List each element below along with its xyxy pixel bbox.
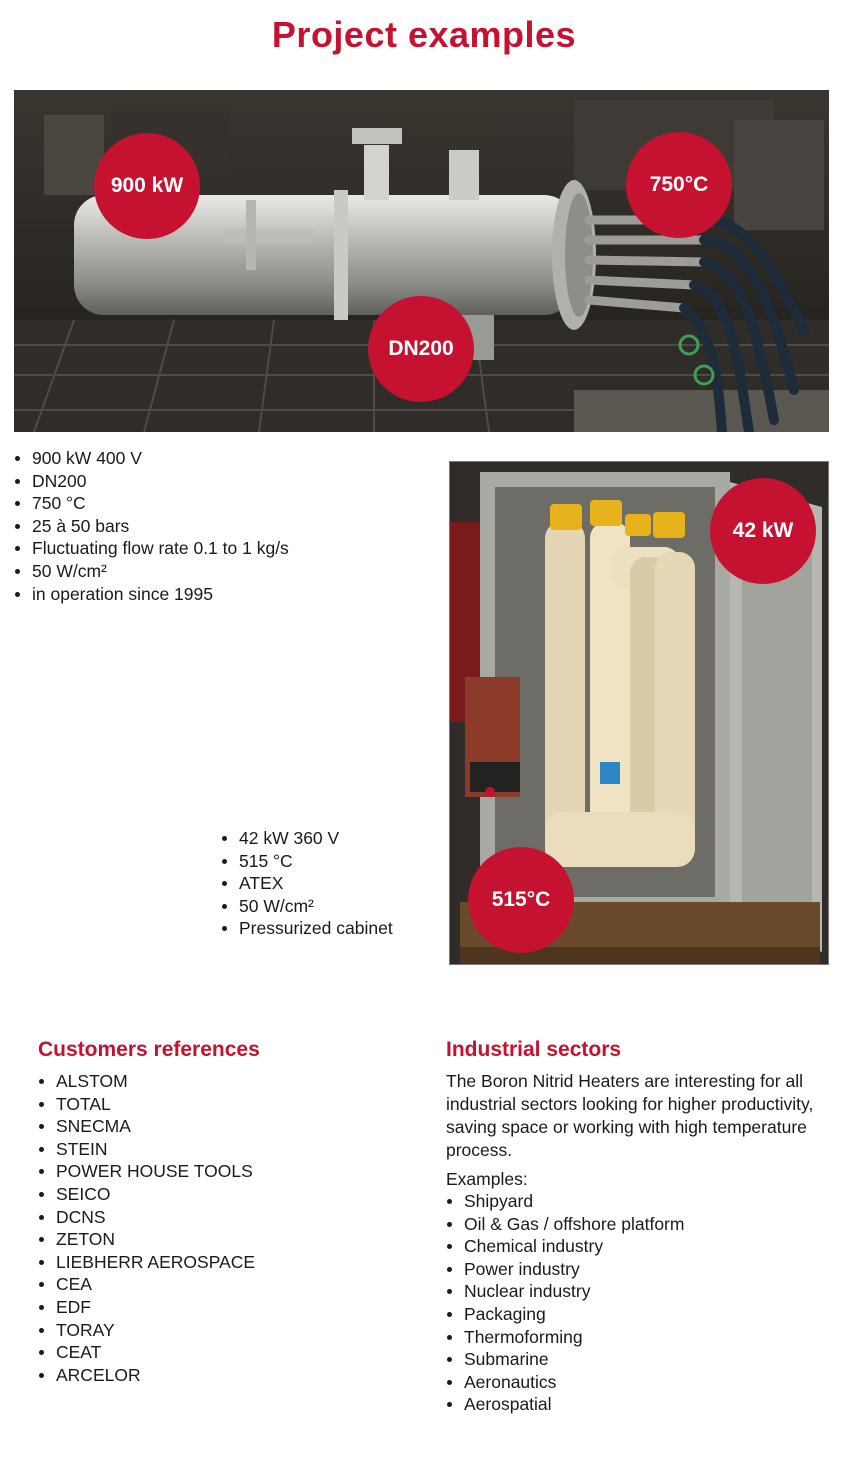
pressurized-cabinet-photo: [449, 461, 829, 965]
customer-item: ZETON: [38, 1228, 255, 1251]
customer-item: CEAT: [38, 1341, 255, 1364]
temperature-badge: 515°C: [468, 847, 574, 953]
diameter-badge: DN200: [368, 296, 474, 402]
customer-item: CEA: [38, 1273, 255, 1296]
spec-item: Pressurized cabinet: [221, 917, 393, 940]
spec-item: in operation since 1995: [14, 583, 289, 606]
examples-label: Examples:: [446, 1169, 528, 1189]
sector-item: Power industry: [446, 1258, 684, 1281]
customers-heading: Customers references: [38, 1038, 260, 1061]
power-badge: 900 kW: [94, 133, 200, 239]
temperature-badge: 750°C: [626, 132, 732, 238]
project2-spec-list: [221, 827, 393, 940]
customer-item: TOTAL: [38, 1093, 255, 1116]
spec-item: 50 W/cm²: [221, 895, 393, 918]
sector-item: Oil & Gas / offshore platform: [446, 1213, 684, 1236]
customer-item: ARCELOR: [38, 1364, 255, 1387]
spec-item: Fluctuating flow rate 0.1 to 1 kg/s: [14, 537, 289, 560]
spec-item: 50 W/cm²: [14, 560, 289, 583]
spec-item: DN200: [14, 470, 289, 493]
sector-item: Shipyard: [446, 1190, 684, 1213]
sector-item: Packaging: [446, 1303, 684, 1326]
sectors-heading: Industrial sectors: [446, 1038, 622, 1061]
sector-item: Chemical industry: [446, 1235, 684, 1258]
customer-item: TORAY: [38, 1319, 255, 1342]
customer-item: DCNS: [38, 1206, 255, 1229]
spec-item: 25 à 50 bars: [14, 515, 289, 538]
sector-item: Thermoforming: [446, 1326, 684, 1349]
heater-vessel-photo: [14, 90, 829, 432]
spec-item: 42 kW 360 V: [221, 827, 393, 850]
customer-item: ALSTOM: [38, 1070, 255, 1093]
page-title: Project examples: [271, 14, 577, 55]
customer-item: SNECMA: [38, 1115, 255, 1138]
customers-list: [38, 1070, 255, 1386]
customer-item: LIEBHERR AEROSPACE: [38, 1251, 255, 1274]
spec-item: 515 °C: [221, 850, 393, 873]
spec-item: 900 kW 400 V: [14, 447, 289, 470]
customer-item: STEIN: [38, 1138, 255, 1161]
sector-item: Aeronautics: [446, 1371, 684, 1394]
spec-item: 750 °C: [14, 492, 289, 515]
customer-item: POWER HOUSE TOOLS: [38, 1160, 255, 1183]
sectors-list: [446, 1190, 684, 1416]
sectors-intro: The Boron Nitrid Heaters are interesting for all industrial sectors looking for higher productivity, saving space or working with high temperature process.: [446, 1071, 814, 1160]
customer-item: EDF: [38, 1296, 255, 1319]
sector-item: Submarine: [446, 1348, 684, 1371]
sector-item: Aerospatial: [446, 1393, 684, 1416]
power-badge: 42 kW: [710, 478, 816, 584]
customer-item: SEICO: [38, 1183, 255, 1206]
spec-item: ATEX: [221, 872, 393, 895]
sector-item: Nuclear industry: [446, 1280, 684, 1303]
project1-spec-list: [14, 447, 289, 605]
